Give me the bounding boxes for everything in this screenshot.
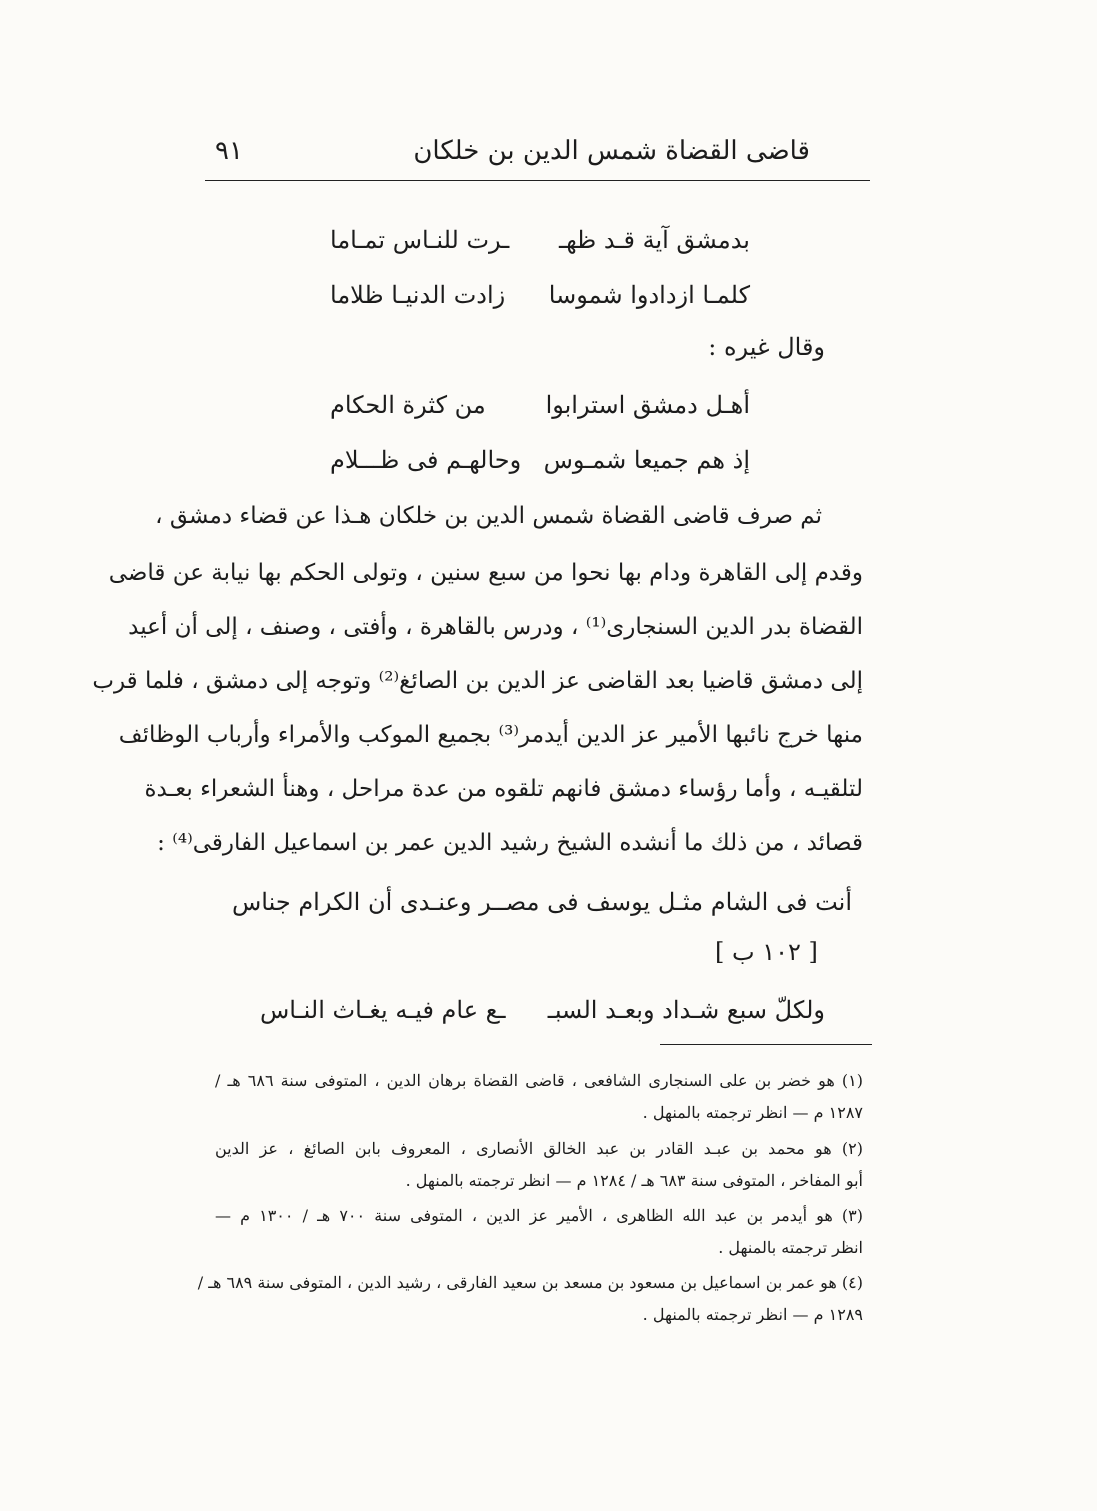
footnote-line: ١٢٨٧ م — انظر ترجمته بالمنهل . — [642, 1103, 863, 1122]
verse-line — [330, 220, 750, 260]
footnote-line: ١٢٨٩ م — انظر ترجمته بالمنهل . — [642, 1305, 863, 1324]
footnote-line: أبو المفاخر ، المتوفى سنة ٦٨٣ هـ / ١٢٨٤ م — انظر ترجمته بالمنهل . — [405, 1171, 863, 1190]
verse-line — [330, 440, 750, 480]
poem-intro: وقال غيره : — [708, 333, 825, 361]
page-header — [205, 130, 870, 176]
prose-line: ثم صرف قاضى القضاة شمس الدين بن خلكان هـذا عن قضاء دمشق ، — [155, 503, 822, 529]
verse-second-hemistich: وحالهـم فى ظـــلام — [330, 446, 522, 474]
verse-first-hemistich: أهـل دمشق استرابوا — [545, 391, 750, 419]
prose-line: لتلقيـه ، وأما رؤساء دمشق فانهم تلقوه من عدة مراحل ، وهنأ الشعراء بعـدة — [144, 776, 863, 802]
verse-first-hemistich: أنت فى الشام مثـل يوسف فى مصـ — [498, 888, 852, 916]
verse-line — [330, 385, 750, 425]
prose-line: قصائد ، من ذلك ما أنشده الشيخ رشيد الدين عمر بن اسماعيل الفارقى⁽⁴⁾ : — [157, 830, 863, 856]
verse-second-hemistich: زادت الدنيـا ظلاما — [330, 281, 506, 309]
prose-line: القضاة بدر الدين السنجارى⁽¹⁾ ، ودرس بالقاهرة ، وأفتى ، وصنف ، إلى أن أعيد — [128, 614, 863, 640]
verse-first-hemistich: إذ هم جميعا شمـوس — [543, 446, 750, 474]
verse-line — [232, 882, 852, 922]
verse-line — [260, 990, 825, 1030]
verse-second-hemistich: ـرت للنـاس تمـاما — [330, 226, 510, 254]
footnote-rule — [660, 1044, 872, 1045]
footnote-line: (٣) هو أيدمر بن عبد الله الظاهرى ، الأمير عز الدين ، المتوفى سنة ٧٠٠ هـ / ١٣٠٠ م — — [215, 1206, 864, 1225]
footnote-line: (٤) هو عمر بن اسماعيل بن مسعود بن مسعد بن سعيد الفارقى ، رشيد الدين ، المتوفى سنة ٦٨٩ هـ / — [197, 1273, 863, 1292]
prose-line: منها خرج نائبها الأمير عز الدين أيدمر⁽³⁾ بجميع الموكب والأمراء وأرباب الوظائف — [118, 722, 863, 748]
header-rule — [205, 180, 870, 181]
verse-first-hemistich: ولكلّ سبع شـداد وبعـد السبـ — [547, 996, 825, 1024]
prose-line: وقدم إلى القاهرة ودام بها نحوا من سبع سنين ، وتولى الحكم بها نيابة عن قاضى — [108, 560, 863, 586]
running-title: قاضى القضاة شمس الدين بن خلكان — [413, 136, 810, 166]
footnote-line: (٢) هو محمد بن عبـد القادر بن عبد الخالق الأنصارى ، المعروف بابن الصائغ ، عز الدين — [215, 1139, 863, 1158]
verse-second-hemistich: ـر وعنـدى أن الكرام جناس — [232, 888, 500, 916]
verse-line — [330, 275, 750, 315]
verse-second-hemistich: ـع عام فيـه يغـاث النـاس — [260, 996, 506, 1024]
footnote-line: (١) هو خضر بن على السنجارى الشافعى ، قاضى القضاة برهان الدين ، المتوفى سنة ٦٨٦ هـ / — [215, 1071, 863, 1090]
verse-first-hemistich: بدمشق آية قـد ظهـ — [559, 226, 750, 254]
prose-line: إلى دمشق قاضيا بعد القاضى عز الدين بن الصائغ⁽²⁾ وتوجه إلى دمشق ، فلما قرب — [92, 668, 863, 694]
verse-first-hemistich: كلمـا ازدادوا شموسا — [548, 281, 750, 309]
folio-marker: [ ١٠٢ ب ] — [715, 938, 818, 966]
verse-second-hemistich: من كثرة الحكام — [330, 391, 486, 419]
footnote-line: انظر ترجمته بالمنهل . — [718, 1238, 863, 1257]
page-number: ٩١ — [215, 136, 243, 166]
